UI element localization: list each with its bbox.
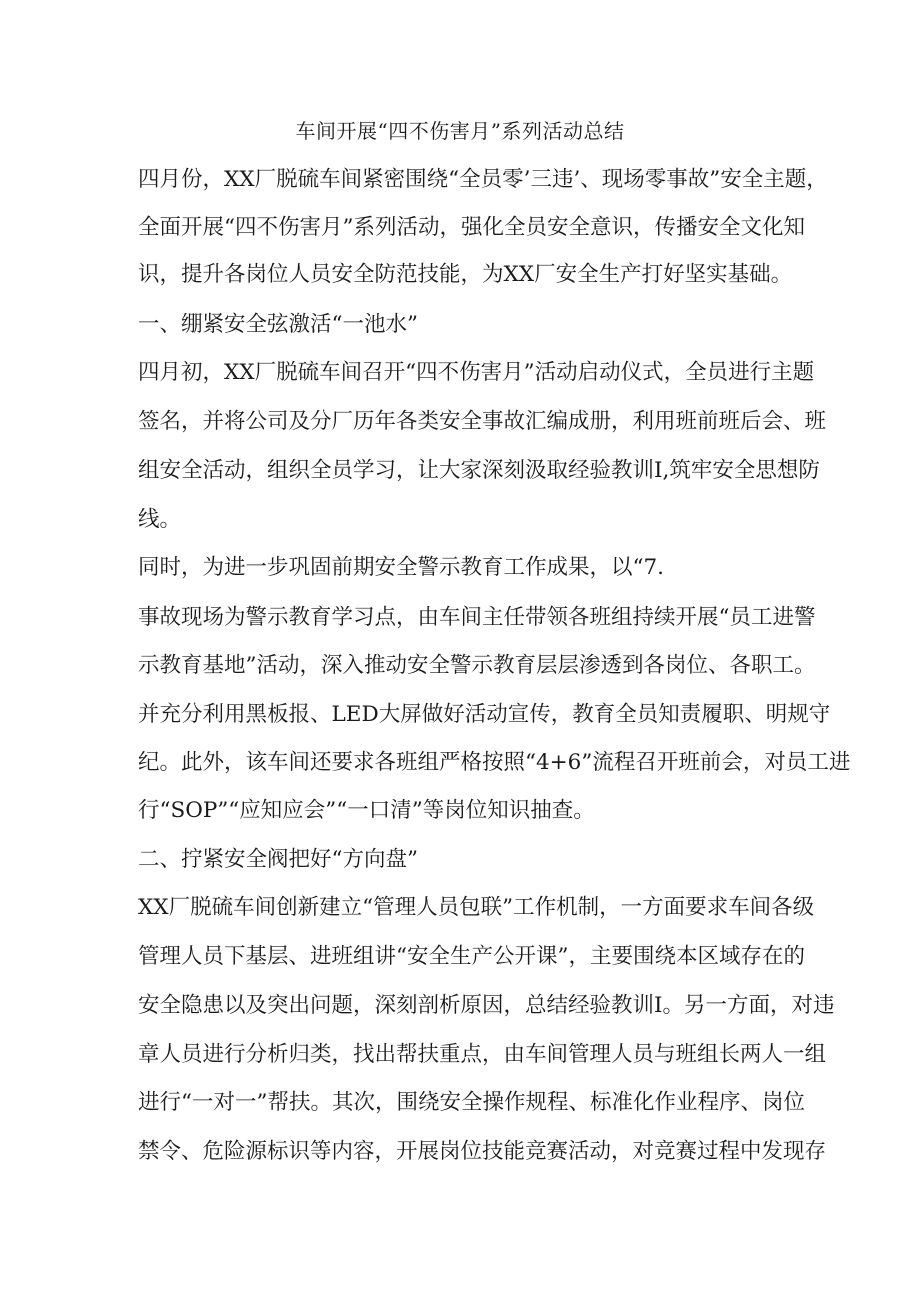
paragraph-line: 禁令、危险源标识等内容，开展岗位技能竞赛活动，对竞赛过程中发现存: [138, 1139, 827, 1164]
paragraph-line: 组安全活动，组织全员学习，让大家深刻汲取经验教训I,筑牢安全思想防: [138, 458, 820, 483]
section-heading: 二、拧紧安全阀把好“方向盘”: [138, 847, 418, 872]
paragraph-line: 进行“一对一”帮扶。其次，围绕安全操作规程、标准化作业程序、岗位: [138, 1090, 805, 1115]
paragraph-line: 全面开展“四不伤害月”系列活动，强化全员安全意识，传播安全文化知: [138, 215, 805, 240]
section-heading: 一、绷紧安全弦激活“一池水”: [138, 312, 418, 337]
paragraph-line: 并充分利用黑板报、LED大屏做好活动宣传，教育全员知责履职、明规守: [138, 702, 831, 727]
paragraph-line: 事故现场为警示教育学习点，由车间主任带领各班组持续开展“员工进警: [138, 605, 816, 630]
paragraph-line: 行“SOP”“应知应会”“一口清”等岗位知识抽查。: [138, 798, 595, 823]
paragraph-line: 线。: [138, 507, 182, 532]
paragraph-line: 示教育基地”活动，深入推动安全警示教育层层渗透到各岗位、各职工。: [138, 653, 816, 678]
paragraph-line: 纪。此外，该车间还要求各班组严格按照“4+6”流程召开班前会，对员工进: [138, 750, 851, 775]
paragraph-line: 安全隐患以及突出问题，深刻剖析原因，总结经验教训I。另一方面，对违: [138, 993, 835, 1018]
document-title: 车间开展“四不伤害月”系列活动总结: [295, 119, 625, 143]
paragraph-line: 同时，为进一步巩固前期安全警示教育工作成果，以“7.: [138, 555, 665, 580]
paragraph-line: XX厂脱硫车间创新建立“管理人员包联”工作机制，一方面要求车间各级: [138, 895, 815, 920]
paragraph-line: 章人员进行分析归类，找出帮扶重点，由车间管理人员与班组长两人一组: [138, 1042, 827, 1067]
paragraph-line: 识，提升各岗位人员安全防范技能，为XX厂安全生产打好坚实基础。: [138, 262, 793, 287]
paragraph-line: 签名，并将公司及分厂历年各类安全事故汇编成册，利用班前班后会、班: [138, 409, 827, 434]
paragraph-line: 四月份，XX厂脱硫车间紧密围绕“全员零’三违’、现场零事故”安全主题，: [138, 167, 828, 192]
paragraph-line: 四月初，XX厂脱硫车间召开“四不伤害月”活动启动仪式，全员进行主题: [138, 360, 815, 385]
paragraph-line: 管理人员下基层、进班组讲“安全生产公开课”，主要围绕本区域存在的: [138, 944, 805, 969]
